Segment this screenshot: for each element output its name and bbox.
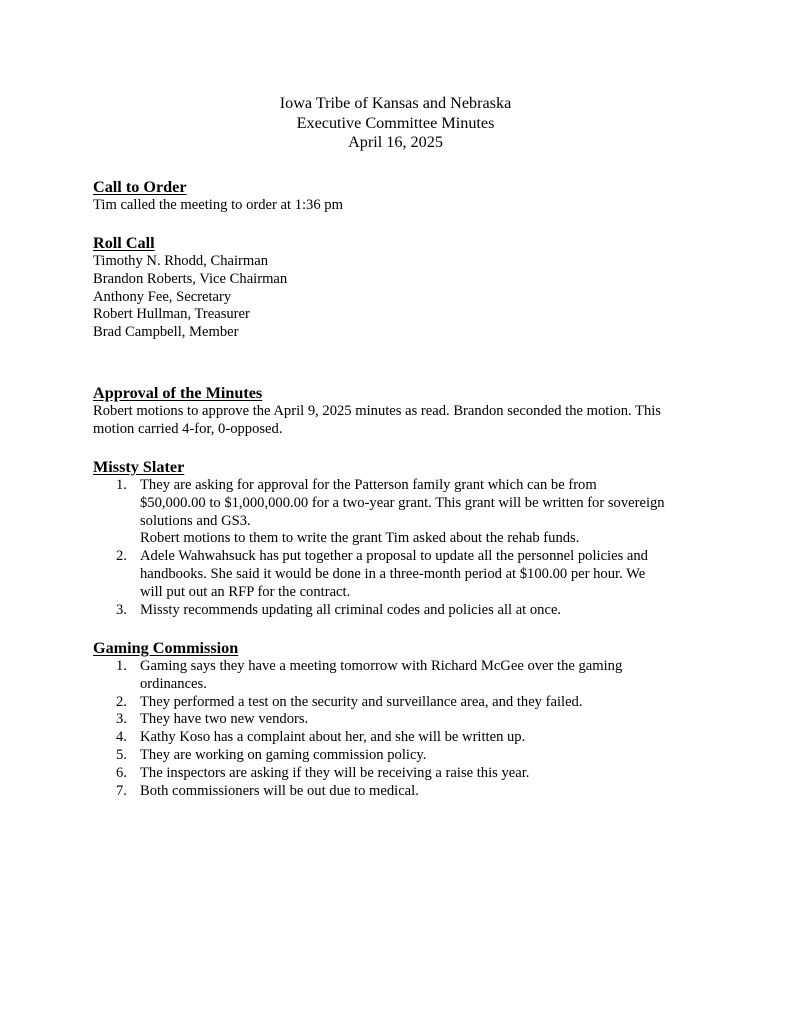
- list-item-number: 3.: [116, 601, 127, 618]
- list-item-number: 2.: [116, 548, 127, 565]
- roll-call-member: Timothy N. Rhodd, Chairman: [93, 253, 269, 269]
- list-item: [93, 602, 713, 620]
- list-item-line: Missty recommends updating all criminal codes and policies all at once.: [140, 601, 562, 618]
- roll-call-member: Brandon Roberts, Vice Chairman: [93, 270, 288, 287]
- roll-call-section: [93, 234, 713, 342]
- gaming-commission-section: [93, 639, 713, 800]
- list-item-number: 6.: [116, 764, 127, 781]
- list-item-line: Both commissioners will be out due to medical.: [140, 782, 419, 799]
- call-to-order-section: [93, 178, 713, 215]
- list-item-line: $50,000.00 to $1,000,000.00 for a two-year grant. This grant will be written for sovereign: [140, 494, 665, 511]
- list-item-number: 2.: [116, 693, 127, 710]
- list-item-line: They are asking for approval for the Patterson family grant which can be from: [140, 477, 597, 493]
- list-item: [93, 711, 713, 729]
- list-item-line: They performed a test on the security and surveillance area, and they failed.: [140, 693, 583, 710]
- list-item-number: 5.: [116, 746, 127, 763]
- call-to-order-heading: Call to Order: [93, 178, 187, 196]
- list-item: [93, 694, 713, 712]
- list-item-line: They have two new vendors.: [140, 711, 309, 728]
- list-item-number: 4.: [116, 729, 127, 746]
- approval-text-line: Robert motions to approve the April 9, 2025 minutes as read. Brandon seconded the motion. This: [93, 403, 661, 419]
- gaming-commission-heading: Gaming Commission: [93, 639, 239, 657]
- meeting-date: April 16, 2025: [348, 133, 443, 151]
- missty-slater-list: [93, 477, 713, 619]
- list-item-line: solutions and GS3.: [140, 512, 251, 529]
- list-item-line: handbooks. She said it would be done in a three-month period at $100.00 per hour. We: [140, 565, 646, 582]
- list-item-line: Adele Wahwahsuck has put together a proposal to update all the personnel policies and: [140, 548, 648, 565]
- list-item-number: 1.: [116, 477, 127, 493]
- document-title: Executive Committee Minutes: [296, 113, 495, 132]
- list-item: [93, 548, 713, 601]
- missty-slater-heading: Missty Slater: [93, 458, 185, 476]
- approval-text-line: motion carried 4-for, 0-opposed.: [93, 420, 283, 437]
- list-item: [93, 765, 713, 783]
- list-item-number: 7.: [116, 782, 127, 799]
- approval-section: [93, 384, 713, 439]
- approval-heading: Approval of the Minutes: [93, 384, 263, 402]
- roll-call-member: Robert Hullman, Treasurer: [93, 306, 250, 323]
- list-item-number: 3.: [116, 711, 127, 728]
- list-item-line: Gaming says they have a meeting tomorrow with Richard McGee over the gaming: [140, 658, 623, 674]
- document-header: [0, 94, 791, 153]
- missty-slater-section: [93, 458, 713, 619]
- list-item: [93, 783, 713, 801]
- roll-call-heading: Roll Call: [93, 234, 155, 252]
- call-to-order-text: Tim called the meeting to order at 1:36 pm: [93, 197, 343, 213]
- organization-name: Iowa Tribe of Kansas and Nebraska: [279, 94, 512, 112]
- list-item-line: The inspectors are asking if they will be receiving a raise this year.: [140, 764, 530, 781]
- gaming-commission-list: [93, 658, 713, 800]
- list-item: [93, 747, 713, 765]
- list-item: [93, 658, 713, 694]
- list-item-line: ordinances.: [140, 675, 207, 692]
- roll-call-member: Brad Campbell, Member: [93, 324, 239, 341]
- roll-call-member: Anthony Fee, Secretary: [93, 288, 232, 305]
- list-item-line: Robert motions to them to write the grant Tim asked about the rehab funds.: [140, 530, 580, 547]
- list-item: [93, 729, 713, 747]
- list-item-line: Kathy Koso has a complaint about her, and she will be written up.: [140, 729, 526, 746]
- list-item: [93, 477, 713, 548]
- list-item-line: They are working on gaming commission policy.: [140, 746, 427, 763]
- list-item-line: will put out an RFP for the contract.: [140, 583, 351, 600]
- list-item-number: 1.: [116, 658, 127, 674]
